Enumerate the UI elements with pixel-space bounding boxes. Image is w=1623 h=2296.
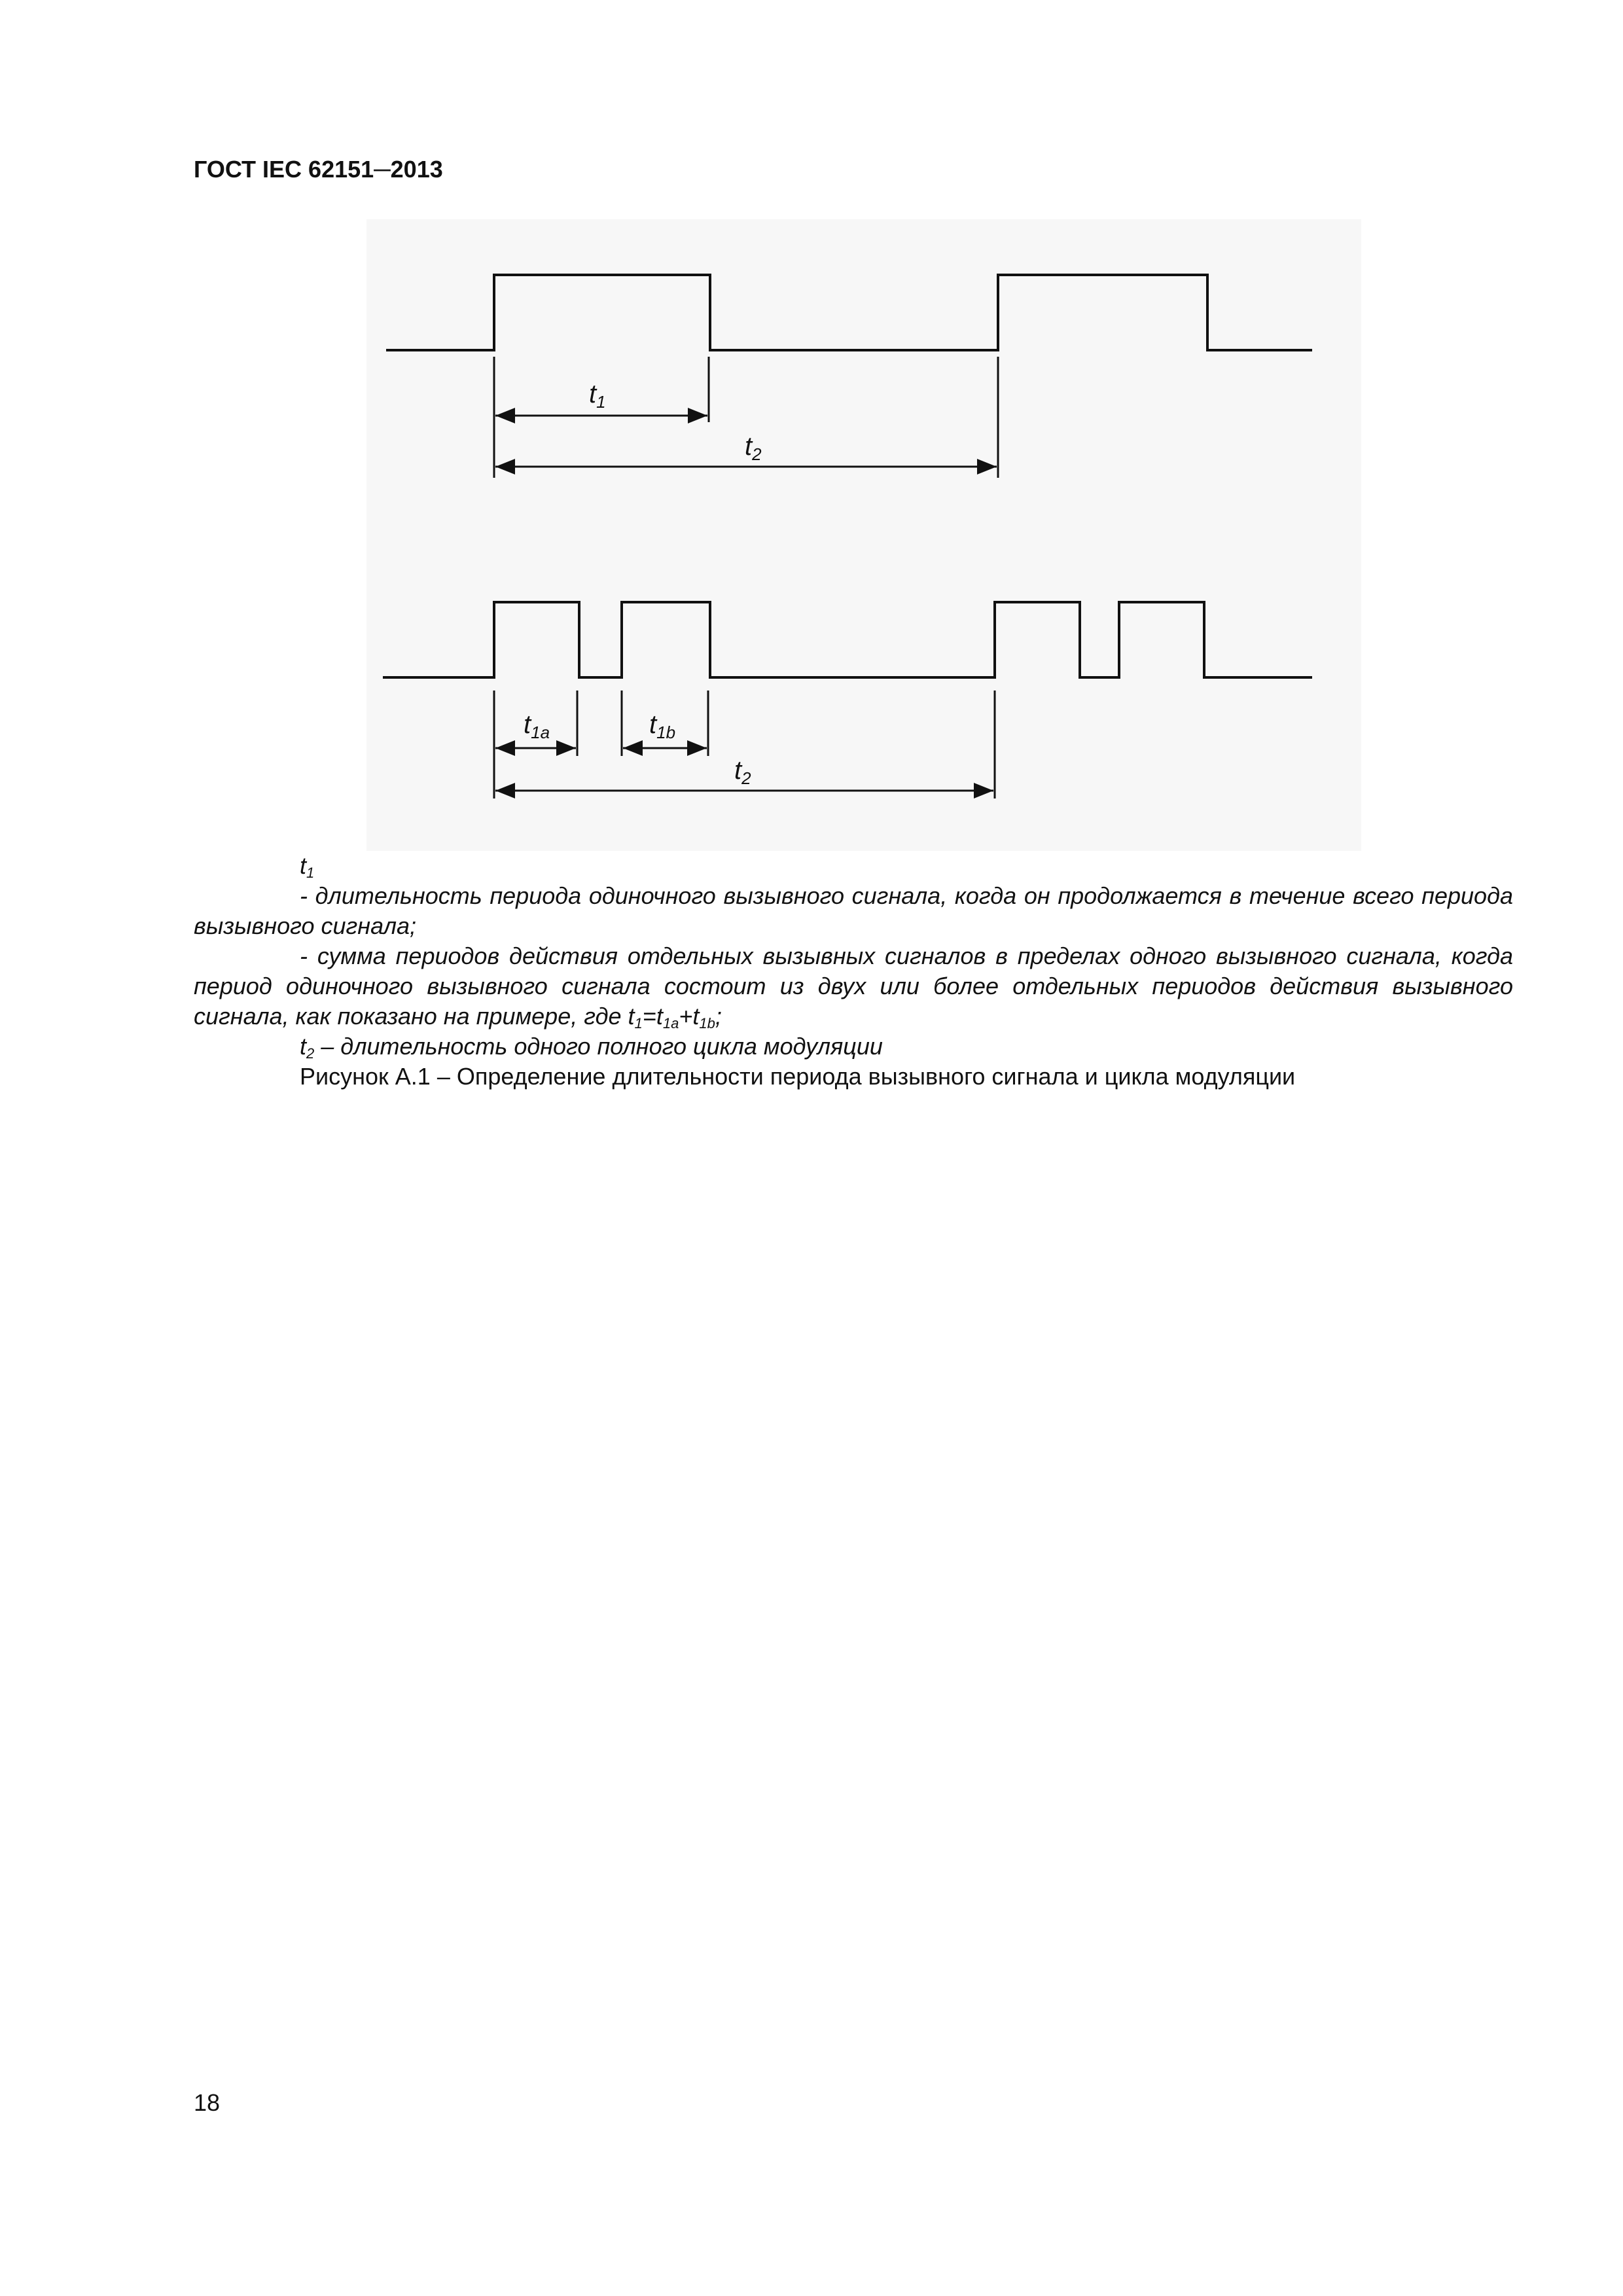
timing-diagram [366,219,1361,851]
t2-label-lower: $t_2$ [734,756,751,788]
t1-symbol: $t_1$ [300,852,315,881]
ringing-signal-figure [366,219,1361,851]
waveform-single [386,275,1312,350]
t1b-label: $t_{1b}$ [649,710,676,742]
t2-definition: $t_2$ – длительность одного полного цикла модуляции [300,1033,883,1062]
waveform-double [383,602,1312,677]
t1-label: $t_1$ [589,380,606,412]
figure-caption: Рисунок А.1 – Определение длительности периода вызывного сигнала и цикла модуляции [300,1063,1296,1090]
t2-label: $t_2$ [745,432,762,464]
figure-legend [194,851,1513,1092]
t1-definition-sum: - сумма периодов действия отдельных вызывных сигналов в пределах одного вызывного сигнала, когда период одиночного вызывного сигнала состоит из двух или более отдельных периодов действия вызывного сигнала, как показано на примере, где $t_1=t_{1a}+t_{1b}$; [194,942,1513,1031]
t1-definition-single: - длительность периода одиночного вызывного сигнала, когда он продолжается в течение всего периода вызывного сигнала; [194,882,1513,939]
document-header: ГОСТ IEC 62151─2013 [194,156,443,183]
t1a-label: $t_{1a}$ [524,710,550,742]
page-number: 18 [194,2089,221,2116]
